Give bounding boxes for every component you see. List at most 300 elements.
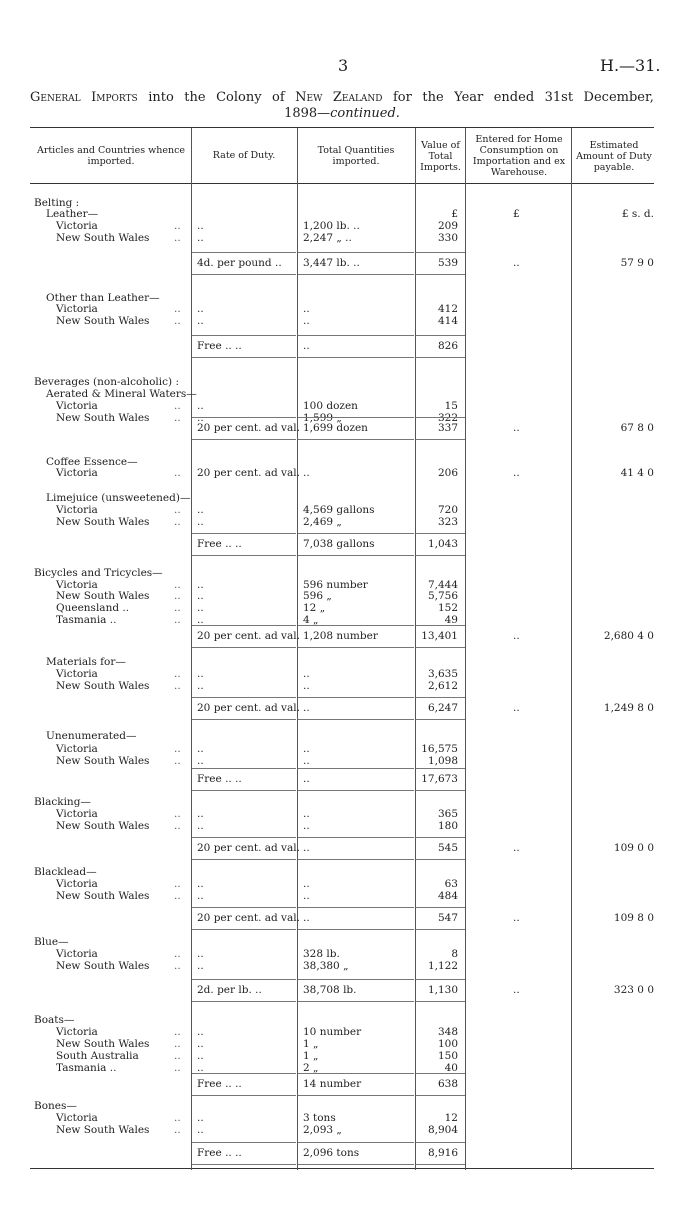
country-name: Victoria bbox=[56, 948, 98, 960]
total-quantity: .. bbox=[303, 890, 310, 902]
subtotal-rule bbox=[416, 979, 465, 980]
rate-of-duty: 20 per cent. ad val. bbox=[197, 630, 300, 642]
total-quantity: 1,208 number bbox=[303, 630, 378, 642]
rate-of-duty: Free .. .. bbox=[197, 1078, 242, 1090]
leader-dots: .. bbox=[174, 579, 181, 591]
country-name: Victoria bbox=[56, 808, 98, 820]
rate-of-duty: .. bbox=[197, 303, 204, 315]
subtotal-rule bbox=[416, 274, 465, 275]
total-quantity: .. bbox=[303, 773, 310, 785]
rate-of-duty: .. bbox=[197, 890, 204, 902]
leader-dots: .. bbox=[174, 1062, 181, 1074]
total-value: 17,673 bbox=[421, 773, 458, 785]
article-heading: Blacklead— bbox=[34, 866, 97, 878]
subtotal-rule bbox=[192, 252, 296, 253]
total-value: 209 bbox=[437, 220, 458, 232]
subtotal-rule bbox=[192, 533, 296, 534]
rate-of-duty: .. bbox=[197, 579, 204, 591]
country-name: New South Wales bbox=[56, 232, 150, 244]
subtotal-rule bbox=[192, 417, 296, 418]
column-divider bbox=[415, 128, 416, 1170]
country-name: Victoria bbox=[56, 303, 98, 315]
subtotal-rule bbox=[298, 790, 414, 791]
subtotal-rule bbox=[298, 647, 414, 648]
subtotal-rule bbox=[192, 697, 296, 698]
total-value: 15 bbox=[444, 400, 458, 412]
unit-label-value: £ bbox=[451, 208, 458, 220]
subtotal-rule bbox=[416, 837, 465, 838]
total-quantity: 596 number bbox=[303, 579, 368, 591]
leader-dots: .. bbox=[174, 1026, 181, 1038]
rate-of-duty: .. bbox=[197, 680, 204, 692]
country-name: Victoria bbox=[56, 467, 98, 479]
entered-value: .. bbox=[513, 842, 520, 854]
subtotal-rule bbox=[192, 1164, 296, 1165]
total-value: 7,444 bbox=[427, 579, 458, 591]
subtotal-rule bbox=[192, 1001, 296, 1002]
rate-of-duty: .. bbox=[197, 1026, 204, 1038]
leader-dots: .. bbox=[174, 504, 181, 516]
country-name: New South Wales bbox=[56, 680, 150, 692]
total-value: 6,247 bbox=[427, 702, 458, 714]
subtotal-rule bbox=[416, 929, 465, 930]
country-name: New South Wales bbox=[56, 890, 150, 902]
subtotal-rule bbox=[298, 555, 414, 556]
total-quantity: .. bbox=[303, 912, 310, 924]
rate-of-duty: .. bbox=[197, 808, 204, 820]
leader-dots: .. bbox=[174, 668, 181, 680]
header-bottom-rule bbox=[30, 183, 654, 184]
total-quantity: 4,569 gallons bbox=[303, 504, 375, 516]
total-value: 8,916 bbox=[427, 1147, 458, 1159]
subtotal-rule bbox=[298, 533, 414, 534]
rate-of-duty: .. bbox=[197, 590, 204, 602]
subtotal-rule bbox=[416, 533, 465, 534]
rate-of-duty: 4d. per pound .. bbox=[197, 257, 282, 269]
subtotal-rule bbox=[298, 1095, 414, 1096]
rate-of-duty: .. bbox=[197, 668, 204, 680]
country-name: Victoria bbox=[56, 504, 98, 516]
total-quantity: 1,200 lb. .. bbox=[303, 220, 360, 232]
leader-dots: .. bbox=[174, 516, 181, 528]
country-name: Victoria bbox=[56, 400, 98, 412]
title-word: December, bbox=[583, 90, 654, 105]
subtotal-rule bbox=[416, 647, 465, 648]
article-heading: Other than Leather— bbox=[46, 292, 160, 304]
rate-of-duty: Free .. .. bbox=[197, 773, 242, 785]
leader-dots: .. bbox=[174, 400, 181, 412]
leader-dots: .. bbox=[174, 602, 181, 614]
country-name: New South Wales bbox=[56, 1124, 150, 1136]
rate-of-duty: .. bbox=[197, 1062, 204, 1074]
leader-dots: .. bbox=[174, 315, 181, 327]
column-header-rate: Rate of Duty. bbox=[212, 150, 276, 161]
total-value: 322 bbox=[437, 412, 458, 424]
total-value: 348 bbox=[437, 1026, 458, 1038]
subtotal-rule bbox=[416, 859, 465, 860]
subtotal-rule bbox=[298, 719, 414, 720]
title-word: into bbox=[148, 90, 174, 105]
article-heading: Blacking— bbox=[34, 796, 91, 808]
subtotal-rule bbox=[416, 768, 465, 769]
total-value: 330 bbox=[437, 232, 458, 244]
total-quantity: .. bbox=[303, 842, 310, 854]
leader-dots: .. bbox=[174, 467, 181, 479]
title-word: Zealand bbox=[332, 90, 383, 105]
column-header-duty: Estimated Amount of Duty payable. bbox=[576, 140, 652, 173]
leader-dots: .. bbox=[174, 1050, 181, 1062]
total-value: 826 bbox=[437, 340, 458, 352]
total-quantity: 3,447 lb. .. bbox=[303, 257, 360, 269]
estimated-duty: 109 0 0 bbox=[613, 842, 654, 854]
article-heading: Bicycles and Tricycles— bbox=[34, 567, 163, 579]
leader-dots: .. bbox=[174, 820, 181, 832]
entered-value: .. bbox=[513, 467, 520, 479]
total-value: 414 bbox=[437, 315, 458, 327]
total-quantity: .. bbox=[303, 702, 310, 714]
unit-label-entered: £ bbox=[513, 208, 520, 220]
total-value: 8,904 bbox=[427, 1124, 458, 1136]
subtotal-rule bbox=[192, 439, 296, 440]
rate-of-duty: .. bbox=[197, 400, 204, 412]
total-value: 2,612 bbox=[427, 680, 458, 692]
total-quantity: .. bbox=[303, 467, 310, 479]
page-number: 3 bbox=[338, 56, 349, 75]
country-name: Victoria bbox=[56, 1112, 98, 1124]
leader-dots: .. bbox=[174, 220, 181, 232]
title-word: Year bbox=[454, 90, 484, 105]
country-name: Victoria bbox=[56, 1026, 98, 1038]
total-quantity: 3 tons bbox=[303, 1112, 336, 1124]
leader-dots: .. bbox=[174, 303, 181, 315]
subtotal-rule bbox=[298, 274, 414, 275]
total-value: 1,098 bbox=[427, 755, 458, 767]
article-heading: Coffee Essence— bbox=[46, 456, 138, 468]
total-quantity: 14 number bbox=[303, 1078, 362, 1090]
article-heading: Limejuice (unsweetened)— bbox=[46, 492, 191, 504]
leader-dots: .. bbox=[174, 680, 181, 692]
total-quantity: 100 dozen bbox=[303, 400, 358, 412]
subtotal-rule bbox=[298, 1001, 414, 1002]
article-heading: Leather— bbox=[46, 208, 99, 220]
total-value: 323 bbox=[437, 516, 458, 528]
table-top-rule bbox=[30, 127, 654, 128]
leader-dots: .. bbox=[174, 878, 181, 890]
subtotal-rule bbox=[416, 417, 465, 418]
country-name: New South Wales bbox=[56, 820, 150, 832]
entered-value: .. bbox=[513, 984, 520, 996]
subtotal-rule bbox=[298, 1142, 414, 1143]
leader-dots: .. bbox=[174, 890, 181, 902]
leader-dots: .. bbox=[174, 808, 181, 820]
subtotal-rule bbox=[416, 625, 465, 626]
total-value: 150 bbox=[437, 1050, 458, 1062]
country-name: Victoria bbox=[56, 743, 98, 755]
country-name: New South Wales bbox=[56, 590, 150, 602]
article-heading: Materials for— bbox=[46, 656, 126, 668]
total-quantity: .. bbox=[303, 878, 310, 890]
total-quantity: 38,380 „ bbox=[303, 960, 349, 972]
total-quantity: 7,038 gallons bbox=[303, 538, 375, 550]
total-value: 1,130 bbox=[427, 984, 458, 996]
subtotal-rule bbox=[298, 417, 414, 418]
total-quantity: 4 „ bbox=[303, 614, 319, 626]
leader-dots: .. bbox=[174, 232, 181, 244]
article-heading: Belting : bbox=[34, 197, 80, 209]
total-quantity: 2,093 „ bbox=[303, 1124, 342, 1136]
title-word: Imports bbox=[91, 90, 138, 105]
entered-value: .. bbox=[513, 912, 520, 924]
title-word: the bbox=[184, 90, 206, 105]
rate-of-duty: .. bbox=[197, 820, 204, 832]
total-quantity: .. bbox=[303, 820, 310, 832]
subtotal-rule bbox=[192, 1073, 296, 1074]
total-quantity: 10 number bbox=[303, 1026, 362, 1038]
total-quantity: 2,096 tons bbox=[303, 1147, 360, 1159]
title-word: General bbox=[30, 90, 81, 105]
total-value: 545 bbox=[437, 842, 458, 854]
title-word: of bbox=[272, 90, 285, 105]
rate-of-duty: .. bbox=[197, 1124, 204, 1136]
title-word: 31st bbox=[544, 90, 574, 105]
rate-of-duty: 20 per cent. ad val. bbox=[197, 912, 300, 924]
total-quantity: .. bbox=[303, 755, 310, 767]
total-quantity: 2,469 „ bbox=[303, 516, 342, 528]
subtotal-rule bbox=[192, 555, 296, 556]
total-value: 63 bbox=[444, 878, 458, 890]
title-year: 1898— bbox=[284, 106, 331, 121]
rate-of-duty: .. bbox=[197, 504, 204, 516]
subtotal-rule bbox=[192, 1142, 296, 1143]
total-value: 5,756 bbox=[427, 590, 458, 602]
rate-of-duty: Free .. .. bbox=[197, 538, 242, 550]
country-name: New South Wales bbox=[56, 315, 150, 327]
country-name: Victoria bbox=[56, 668, 98, 680]
total-quantity: 2,247 „ .. bbox=[303, 232, 352, 244]
total-value: 1,043 bbox=[427, 538, 458, 550]
subtotal-rule bbox=[192, 859, 296, 860]
total-quantity: 12 „ bbox=[303, 602, 326, 614]
total-value: 12 bbox=[444, 1112, 458, 1124]
country-name: South Australia bbox=[56, 1050, 139, 1062]
title-word: Colony bbox=[216, 90, 262, 105]
column-divider bbox=[465, 128, 466, 1170]
subtotal-rule bbox=[298, 697, 414, 698]
leader-dots: .. bbox=[174, 590, 181, 602]
rate-of-duty: 2d. per lb. .. bbox=[197, 984, 262, 996]
rate-of-duty: 20 per cent. ad val. bbox=[197, 422, 300, 434]
rate-of-duty: .. bbox=[197, 1112, 204, 1124]
subtotal-rule bbox=[416, 252, 465, 253]
rate-of-duty: .. bbox=[197, 232, 204, 244]
subtotal-rule bbox=[192, 335, 296, 336]
subtotal-rule bbox=[298, 1073, 414, 1074]
leader-dots: .. bbox=[174, 412, 181, 424]
subtotal-rule bbox=[416, 719, 465, 720]
subtotal-rule bbox=[298, 837, 414, 838]
total-value: 180 bbox=[437, 820, 458, 832]
total-value: 8 bbox=[451, 948, 458, 960]
rate-of-duty: .. bbox=[197, 614, 204, 626]
subtotal-rule bbox=[192, 979, 296, 980]
rate-of-duty: .. bbox=[197, 1038, 204, 1050]
subtotal-rule bbox=[192, 907, 296, 908]
column-header-entered: Entered for Home Consumption on Importation and ex Warehouse. bbox=[472, 134, 566, 178]
subtotal-rule bbox=[298, 929, 414, 930]
entered-value: .. bbox=[513, 257, 520, 269]
article-heading: Aerated & Mineral Waters— bbox=[46, 388, 197, 400]
country-name: Victoria bbox=[56, 220, 98, 232]
estimated-duty: 67 8 0 bbox=[620, 422, 654, 434]
rate-of-duty: .. bbox=[197, 1050, 204, 1062]
subtotal-rule bbox=[192, 625, 296, 626]
rate-of-duty: .. bbox=[197, 516, 204, 528]
leader-dots: .. bbox=[174, 1124, 181, 1136]
subtotal-rule bbox=[192, 647, 296, 648]
rate-of-duty: 20 per cent. ad val. bbox=[197, 702, 300, 714]
subtotal-rule bbox=[192, 768, 296, 769]
total-value: 16,575 bbox=[421, 743, 458, 755]
column-header-quantities: Total Quantities imported. bbox=[317, 145, 395, 167]
entered-value: .. bbox=[513, 702, 520, 714]
subtotal-rule bbox=[298, 1164, 414, 1165]
article-heading: Bones— bbox=[34, 1100, 77, 1112]
subtotal-rule bbox=[416, 1164, 465, 1165]
total-value: 484 bbox=[437, 890, 458, 902]
country-name: New South Wales bbox=[56, 516, 150, 528]
rate-of-duty: .. bbox=[197, 412, 204, 424]
subtotal-rule bbox=[192, 837, 296, 838]
article-heading: Beverages (non-alcoholic) : bbox=[34, 376, 179, 388]
title-word: New bbox=[295, 90, 323, 105]
leader-dots: .. bbox=[174, 1112, 181, 1124]
total-quantity: 1,699 dozen bbox=[303, 422, 368, 434]
entered-value: .. bbox=[513, 422, 520, 434]
subtotal-rule bbox=[416, 1142, 465, 1143]
total-value: 152 bbox=[437, 602, 458, 614]
subtotal-rule bbox=[416, 1095, 465, 1096]
subtotal-rule bbox=[298, 625, 414, 626]
total-value: 337 bbox=[437, 422, 458, 434]
rate-of-duty: .. bbox=[197, 878, 204, 890]
subtotal-rule bbox=[298, 979, 414, 980]
subtotal-rule bbox=[416, 1001, 465, 1002]
total-quantity: 328 lb. bbox=[303, 948, 340, 960]
title-word: the bbox=[422, 90, 444, 105]
estimated-duty: 41 4 0 bbox=[620, 467, 654, 479]
estimated-duty: 57 9 0 bbox=[620, 257, 654, 269]
leader-dots: .. bbox=[174, 960, 181, 972]
total-value: 3,635 bbox=[427, 668, 458, 680]
article-heading: Blue— bbox=[34, 936, 69, 948]
subtotal-rule bbox=[192, 1095, 296, 1096]
subtotal-rule bbox=[192, 929, 296, 930]
subtotal-rule bbox=[416, 1073, 465, 1074]
total-value: 49 bbox=[444, 614, 458, 626]
subtotal-rule bbox=[416, 335, 465, 336]
total-quantity: 1 „ bbox=[303, 1038, 319, 1050]
subtotal-rule bbox=[192, 790, 296, 791]
country-name: New South Wales bbox=[56, 1038, 150, 1050]
subtotal-rule bbox=[298, 859, 414, 860]
total-quantity: .. bbox=[303, 315, 310, 327]
leader-dots: .. bbox=[174, 614, 181, 626]
subtotal-rule bbox=[192, 357, 296, 358]
rate-of-duty: .. bbox=[197, 602, 204, 614]
rate-of-duty: .. bbox=[197, 960, 204, 972]
rate-of-duty: .. bbox=[197, 315, 204, 327]
leader-dots: .. bbox=[174, 1038, 181, 1050]
leader-dots: .. bbox=[174, 755, 181, 767]
article-heading: Unenumerated— bbox=[46, 730, 137, 742]
subtotal-rule bbox=[416, 439, 465, 440]
table-bottom-rule bbox=[30, 1168, 654, 1169]
article-heading: Boats— bbox=[34, 1014, 75, 1026]
total-quantity: .. bbox=[303, 680, 310, 692]
country-name: Victoria bbox=[56, 878, 98, 890]
report-code: H.—31. bbox=[600, 56, 661, 75]
unit-label-duty: £ s. d. bbox=[621, 208, 654, 220]
subtotal-rule bbox=[192, 719, 296, 720]
rate-of-duty: .. bbox=[197, 948, 204, 960]
column-header-articles: Articles and Countries whence imported. bbox=[36, 145, 186, 167]
rate-of-duty: .. bbox=[197, 220, 204, 232]
country-name: Tasmania .. bbox=[56, 614, 117, 626]
rate-of-duty: Free .. .. bbox=[197, 340, 242, 352]
column-divider bbox=[571, 128, 572, 1170]
total-quantity: .. bbox=[303, 808, 310, 820]
leader-dots: .. bbox=[174, 948, 181, 960]
country-name: New South Wales bbox=[56, 755, 150, 767]
subtotal-rule bbox=[416, 907, 465, 908]
subtotal-rule bbox=[416, 357, 465, 358]
total-quantity: 1 „ bbox=[303, 1050, 319, 1062]
estimated-duty: 2,680 4 0 bbox=[603, 630, 654, 642]
subtotal-rule bbox=[416, 697, 465, 698]
total-value: 206 bbox=[437, 467, 458, 479]
leader-dots: .. bbox=[174, 743, 181, 755]
subtotal-rule bbox=[416, 790, 465, 791]
rate-of-duty: Free .. .. bbox=[197, 1147, 242, 1159]
subtotal-rule bbox=[298, 907, 414, 908]
estimated-duty: 109 8 0 bbox=[613, 912, 654, 924]
subtotal-rule bbox=[298, 439, 414, 440]
country-name: Tasmania .. bbox=[56, 1062, 117, 1074]
total-value: 720 bbox=[437, 504, 458, 516]
total-quantity: 1,599 „ bbox=[303, 412, 342, 424]
total-value: 547 bbox=[437, 912, 458, 924]
country-name: New South Wales bbox=[56, 960, 150, 972]
country-name: Queensland .. bbox=[56, 602, 130, 614]
title-line-2 bbox=[30, 106, 654, 122]
total-quantity: .. bbox=[303, 668, 310, 680]
rate-of-duty: .. bbox=[197, 755, 204, 767]
total-value: 412 bbox=[437, 303, 458, 315]
title-word: for bbox=[393, 90, 412, 105]
column-divider bbox=[297, 128, 298, 1170]
total-quantity: 596 „ bbox=[303, 590, 332, 602]
total-quantity: .. bbox=[303, 303, 310, 315]
total-quantity: .. bbox=[303, 340, 310, 352]
column-header-value: Value of Total Imports. bbox=[420, 140, 461, 173]
rate-of-duty: 20 per cent. ad val. bbox=[197, 467, 300, 479]
total-value: 1,122 bbox=[427, 960, 458, 972]
entered-value: .. bbox=[513, 630, 520, 642]
country-name: New South Wales bbox=[56, 412, 150, 424]
total-value: 638 bbox=[437, 1078, 458, 1090]
subtotal-rule bbox=[298, 335, 414, 336]
total-value: 100 bbox=[437, 1038, 458, 1050]
